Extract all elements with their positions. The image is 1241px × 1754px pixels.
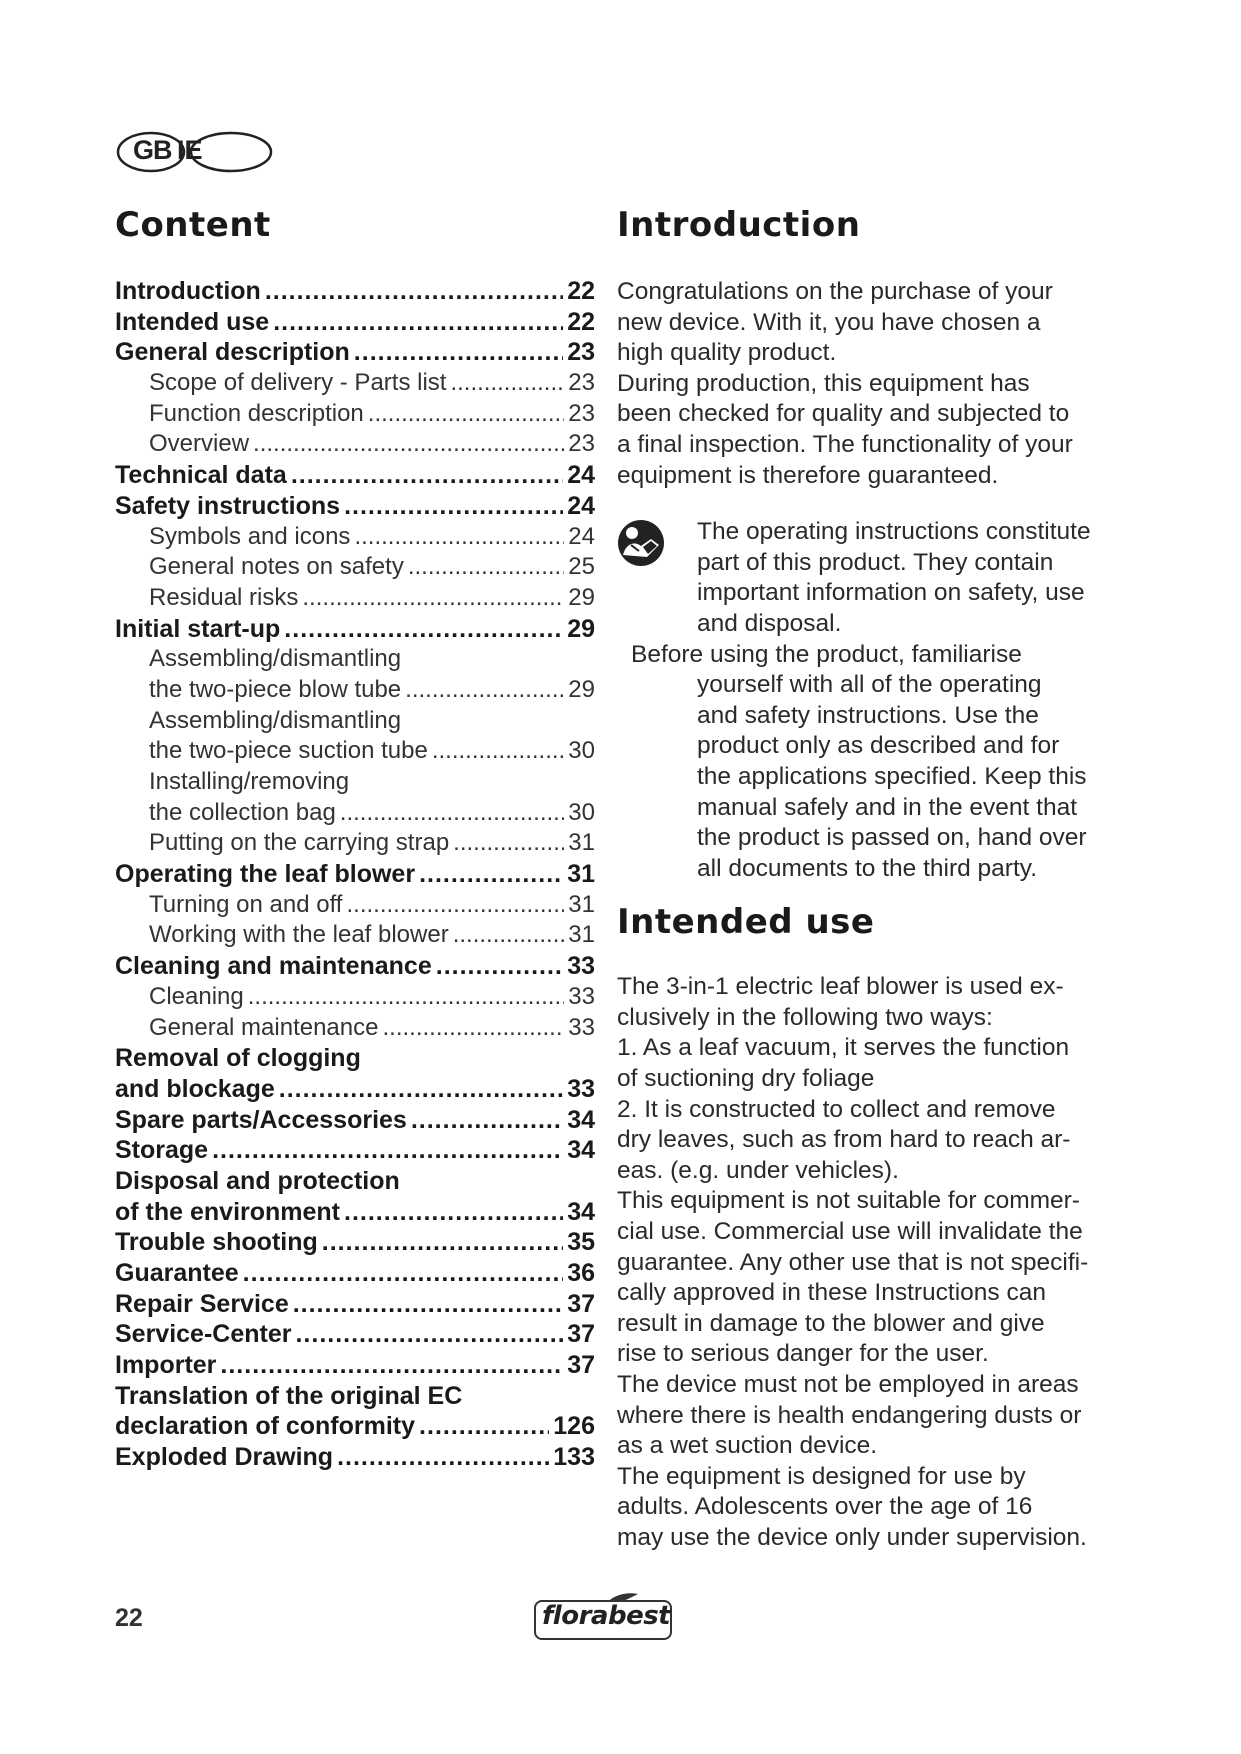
toc-entry[interactable] <box>115 1351 595 1382</box>
page-number: 22 <box>115 1604 143 1632</box>
text-line: rise to serious danger for the user. <box>617 1340 989 1368</box>
toc-entry[interactable] <box>115 1320 595 1351</box>
toc-entry-title: Scope of delivery - Parts list <box>149 369 447 397</box>
toc-leader-dots <box>411 1106 563 1135</box>
toc-leader-dots <box>436 952 563 981</box>
toc-entry[interactable] <box>115 338 595 369</box>
toc-leader-dots <box>295 1320 563 1349</box>
toc-entry-page: 23 <box>567 338 595 367</box>
toc-entry[interactable] <box>115 553 595 584</box>
toc-leader-dots <box>220 1351 563 1380</box>
toc-entry-title: Spare parts/Accessories <box>115 1105 407 1134</box>
text-line: The device must not be employed in areas <box>617 1371 1079 1398</box>
text-line: This equipment is not suitable for commer- <box>617 1187 1080 1215</box>
toc-leader-dots <box>273 308 563 337</box>
toc-entry-title: Overview <box>149 430 250 458</box>
toc-entry-page: 34 <box>567 1136 595 1165</box>
text-line: new device. With it, you have chosen a <box>617 308 1041 336</box>
toc-leader-dots <box>322 1228 563 1257</box>
toc-entry-title: Function description <box>149 399 364 427</box>
text-line: Congratulations on the purchase of your <box>617 278 1053 305</box>
language-badge <box>115 130 273 174</box>
brand-logo <box>534 1592 672 1638</box>
toc-entry[interactable] <box>115 1228 595 1259</box>
toc-leader-dots <box>302 584 564 612</box>
toc-entry[interactable] <box>115 584 595 615</box>
toc-entry-title: the two-piece suction tube <box>149 737 428 765</box>
toc-entry-page: 29 <box>567 614 595 643</box>
toc-entry[interactable] <box>115 461 595 492</box>
text-line: may use the device only under supervision. <box>617 1523 1087 1551</box>
toc-entry-title: Symbols and icons <box>149 522 351 550</box>
toc-entry[interactable] <box>115 645 595 676</box>
toc-entry[interactable] <box>115 1259 595 1290</box>
toc-entry[interactable] <box>115 1014 595 1045</box>
toc-leader-dots <box>405 676 564 704</box>
toc-entry-title: Putting on the carrying strap <box>149 829 450 857</box>
toc-entry[interactable] <box>115 1290 595 1321</box>
introduction-title: Introduction <box>617 205 861 245</box>
toc-entry-page: 22 <box>567 277 595 305</box>
text-line: the product is passed on, hand over <box>697 824 1087 852</box>
toc-entry-page: 33 <box>567 952 595 981</box>
toc-leader-dots <box>346 891 564 919</box>
text-line: been checked for quality and subjected to <box>617 400 1070 428</box>
toc-entry[interactable] <box>115 768 595 799</box>
toc-entry-title: Cleaning and maintenance <box>115 952 432 981</box>
toc-entry-title: Operating the leaf blower <box>115 860 416 889</box>
toc-entry[interactable] <box>115 952 595 983</box>
toc-entry-page: 33 <box>568 1013 595 1041</box>
toc-entry[interactable] <box>115 1167 595 1198</box>
text-line: 2. It is constructed to collect and remove <box>617 1095 1056 1123</box>
toc-entry-page: 25 <box>568 553 595 581</box>
toc-entry-title: Trouble shooting <box>115 1228 318 1257</box>
text-line: During production, this equipment has <box>617 369 1030 397</box>
toc-entry-title: of the environment <box>115 1197 341 1226</box>
toc-entry[interactable] <box>115 983 595 1014</box>
text-line: cally approved in these Instructions can <box>617 1279 1046 1307</box>
toc-leader-dots <box>344 492 563 521</box>
toc-entry-title: Installing/removing <box>149 768 350 795</box>
toc-leader-dots <box>337 1443 549 1472</box>
text-line: equipment is therefore guaranteed. <box>617 461 999 489</box>
toc-entry[interactable] <box>115 829 595 860</box>
text-line: all documents to the third party. <box>697 854 1037 882</box>
toc-entry-page: 36 <box>567 1259 595 1287</box>
toc-entry-page: 31 <box>568 829 595 857</box>
toc-entry-page: 30 <box>568 798 595 826</box>
text-line: as a wet suction device. <box>617 1432 878 1460</box>
text-line: manual safely and in the event that <box>697 793 1078 821</box>
toc-entry-title: Initial start-up <box>115 614 281 643</box>
toc-entry-page: 33 <box>568 982 595 1010</box>
toc-leader-dots <box>284 615 563 644</box>
manual-note-text <box>697 517 1137 639</box>
language-code-gb: GB <box>133 135 172 165</box>
toc-entry-page: 37 <box>567 1351 595 1380</box>
toc-leader-dots <box>368 400 565 428</box>
text-line: and disposal. <box>697 609 842 637</box>
toc-entry[interactable] <box>115 921 595 952</box>
toc-entry[interactable] <box>115 707 595 738</box>
text-line: The equipment is designed for use by <box>617 1462 1026 1490</box>
toc-entry[interactable] <box>115 277 595 308</box>
toc-entry-page: 33 <box>567 1074 595 1103</box>
toc-entry-title: Translation of the original EC <box>115 1381 463 1410</box>
toc-entry[interactable] <box>115 799 595 830</box>
text-line: dry leaves, such as from hard to reach ar- <box>617 1126 1071 1154</box>
toc-leader-dots <box>344 1198 563 1227</box>
toc-entry-page: 23 <box>568 399 595 427</box>
manual-note-continued <box>697 670 1137 884</box>
toc-entry[interactable] <box>115 737 595 768</box>
toc-leader-dots <box>212 1136 563 1165</box>
toc-entry-page: 24 <box>567 491 595 520</box>
toc-leader-dots <box>340 799 565 827</box>
toc-leader-dots <box>291 461 563 490</box>
text-line: where there is health endangering dusts or <box>617 1401 1082 1429</box>
table-of-contents <box>115 277 595 1474</box>
toc-entry[interactable] <box>115 400 595 431</box>
toc-entry-title: Cleaning <box>149 982 244 1010</box>
toc-entry-page: 24 <box>568 522 595 550</box>
toc-leader-dots <box>354 523 564 551</box>
toc-entry[interactable] <box>115 1382 595 1413</box>
content-column <box>115 205 595 1474</box>
toc-entry-title: Exploded Drawing <box>115 1443 334 1472</box>
text-line: the applications specified. Keep this <box>697 762 1087 790</box>
toc-leader-dots <box>253 430 564 458</box>
toc-entry[interactable] <box>115 1106 595 1137</box>
text-line: clusively in the following two ways: <box>617 1003 993 1031</box>
toc-entry-title: Safety instructions <box>115 491 341 520</box>
toc-entry-page: 23 <box>568 430 595 458</box>
toc-leader-dots <box>419 860 563 889</box>
text-line: adults. Adolescents over the age of 16 <box>617 1493 1033 1521</box>
text-line: The operating instructions constitute <box>697 518 1091 546</box>
toc-entry-title: Importer <box>115 1351 217 1380</box>
text-line: 1. As a leaf vacuum, it serves the function <box>617 1034 1070 1062</box>
text-line: and safety instructions. Use the <box>697 701 1039 729</box>
toc-entry[interactable] <box>115 1075 595 1106</box>
toc-entry-title: Introduction <box>115 277 261 305</box>
toc-entry-page: 126 <box>553 1412 595 1441</box>
toc-entry-title: General notes on safety <box>149 553 404 581</box>
toc-entry-page: 34 <box>567 1105 595 1134</box>
toc-entry-title: Assembling/dismantling <box>149 645 402 673</box>
text-line: high quality product. <box>617 339 837 367</box>
text-column <box>617 205 1137 1554</box>
toc-entry-page: 23 <box>568 369 595 397</box>
toc-leader-dots <box>450 369 564 397</box>
language-code-ie: IE <box>177 135 203 165</box>
manual-note <box>617 517 1137 884</box>
toc-entry[interactable] <box>115 891 595 922</box>
toc-entry-title: and blockage <box>115 1074 275 1103</box>
read-manual-icon <box>617 519 665 567</box>
toc-leader-dots <box>419 1412 549 1441</box>
toc-leader-dots <box>279 1075 563 1104</box>
text-line: important information on safety, use <box>697 579 1085 607</box>
content-title: Content <box>115 205 271 245</box>
toc-entry-title: the collection bag <box>149 798 336 826</box>
toc-entry-title: Intended use <box>115 307 270 336</box>
toc-entry-page: 34 <box>567 1197 595 1226</box>
toc-leader-dots <box>293 1290 563 1319</box>
toc-entry-title: Working with the leaf blower <box>149 921 449 949</box>
toc-leader-dots <box>243 1259 564 1288</box>
toc-entry-page: 29 <box>568 583 595 611</box>
brand-name: florabest <box>542 1601 671 1631</box>
toc-entry-page: 31 <box>567 860 595 889</box>
toc-entry-title: Residual risks <box>149 583 299 611</box>
toc-entry-page: 31 <box>568 890 595 918</box>
toc-entry[interactable] <box>115 1198 595 1229</box>
toc-entry-title: Disposal and protection <box>115 1166 400 1195</box>
toc-entry[interactable] <box>115 860 595 891</box>
toc-entry[interactable] <box>115 369 595 400</box>
toc-entry-title: Removal of clogging <box>115 1044 361 1073</box>
text-line: a final inspection. The functionality of your <box>617 430 1073 458</box>
toc-entry-page: 29 <box>568 675 595 703</box>
manual-note-second-line: Before using the product, familiarise <box>631 640 1022 668</box>
toc-leader-dots <box>265 277 563 306</box>
toc-leader-dots <box>453 829 564 857</box>
toc-entry-page: 35 <box>567 1228 595 1257</box>
toc-entry-title: Guarantee <box>115 1259 239 1287</box>
toc-entry-title: Repair Service <box>115 1289 289 1318</box>
toc-entry[interactable] <box>115 1044 595 1075</box>
toc-leader-dots <box>408 553 564 581</box>
toc-entry[interactable] <box>115 615 595 646</box>
text-line: result in damage to the blower and give <box>617 1309 1045 1337</box>
toc-entry-page: 37 <box>567 1289 595 1318</box>
toc-entry[interactable] <box>115 523 595 554</box>
intended-use-title: Intended use <box>617 902 875 943</box>
toc-leader-dots <box>453 921 565 949</box>
toc-entry-title: General maintenance <box>149 1013 379 1041</box>
toc-entry[interactable] <box>115 1412 595 1443</box>
toc-entry-title: General description <box>115 338 350 367</box>
text-line: guarantee. Any other use that is not specifi- <box>617 1248 1089 1276</box>
toc-leader-dots <box>382 1014 564 1042</box>
text-line: eas. (e.g. under vehicles). <box>617 1156 899 1184</box>
toc-entry-page: 30 <box>568 737 595 765</box>
toc-leader-dots <box>354 338 563 367</box>
toc-entry[interactable] <box>115 492 595 523</box>
toc-entry-title: the two-piece blow tube <box>149 675 402 703</box>
toc-entry-title: declaration of conformity <box>115 1412 416 1441</box>
toc-entry[interactable] <box>115 1136 595 1167</box>
text-line: part of this product. They contain <box>697 548 1054 576</box>
toc-entry-page: 24 <box>567 461 595 490</box>
introduction-body <box>617 277 1137 491</box>
text-line: yourself with all of the operating <box>697 671 1042 699</box>
intended-use-body <box>617 972 1137 1553</box>
toc-entry-title: Assembling/dismantling <box>149 706 402 734</box>
text-line: The 3-in-1 electric leaf blower is used ex- <box>617 973 1064 1001</box>
toc-entry[interactable] <box>115 430 595 461</box>
toc-entry-page: 22 <box>567 307 595 336</box>
text-line: of suctioning dry foliage <box>617 1065 875 1093</box>
toc-entry-title: Technical data <box>115 461 287 490</box>
toc-entry-title: Turning on and off <box>149 890 343 918</box>
toc-entry-page: 31 <box>568 921 595 949</box>
toc-leader-dots <box>248 983 565 1011</box>
toc-entry-page: 37 <box>567 1320 595 1349</box>
toc-leader-dots <box>432 737 564 765</box>
toc-entry-page: 133 <box>553 1443 595 1472</box>
toc-entry-title: Storage <box>115 1136 209 1165</box>
toc-entry[interactable] <box>115 676 595 707</box>
toc-entry-title: Service-Center <box>115 1320 292 1349</box>
toc-entry[interactable] <box>115 1443 595 1474</box>
text-line: cial use. Commercial use will invalidate the <box>617 1218 1083 1246</box>
text-line: product only as described and for <box>697 732 1060 760</box>
toc-entry[interactable] <box>115 308 595 339</box>
